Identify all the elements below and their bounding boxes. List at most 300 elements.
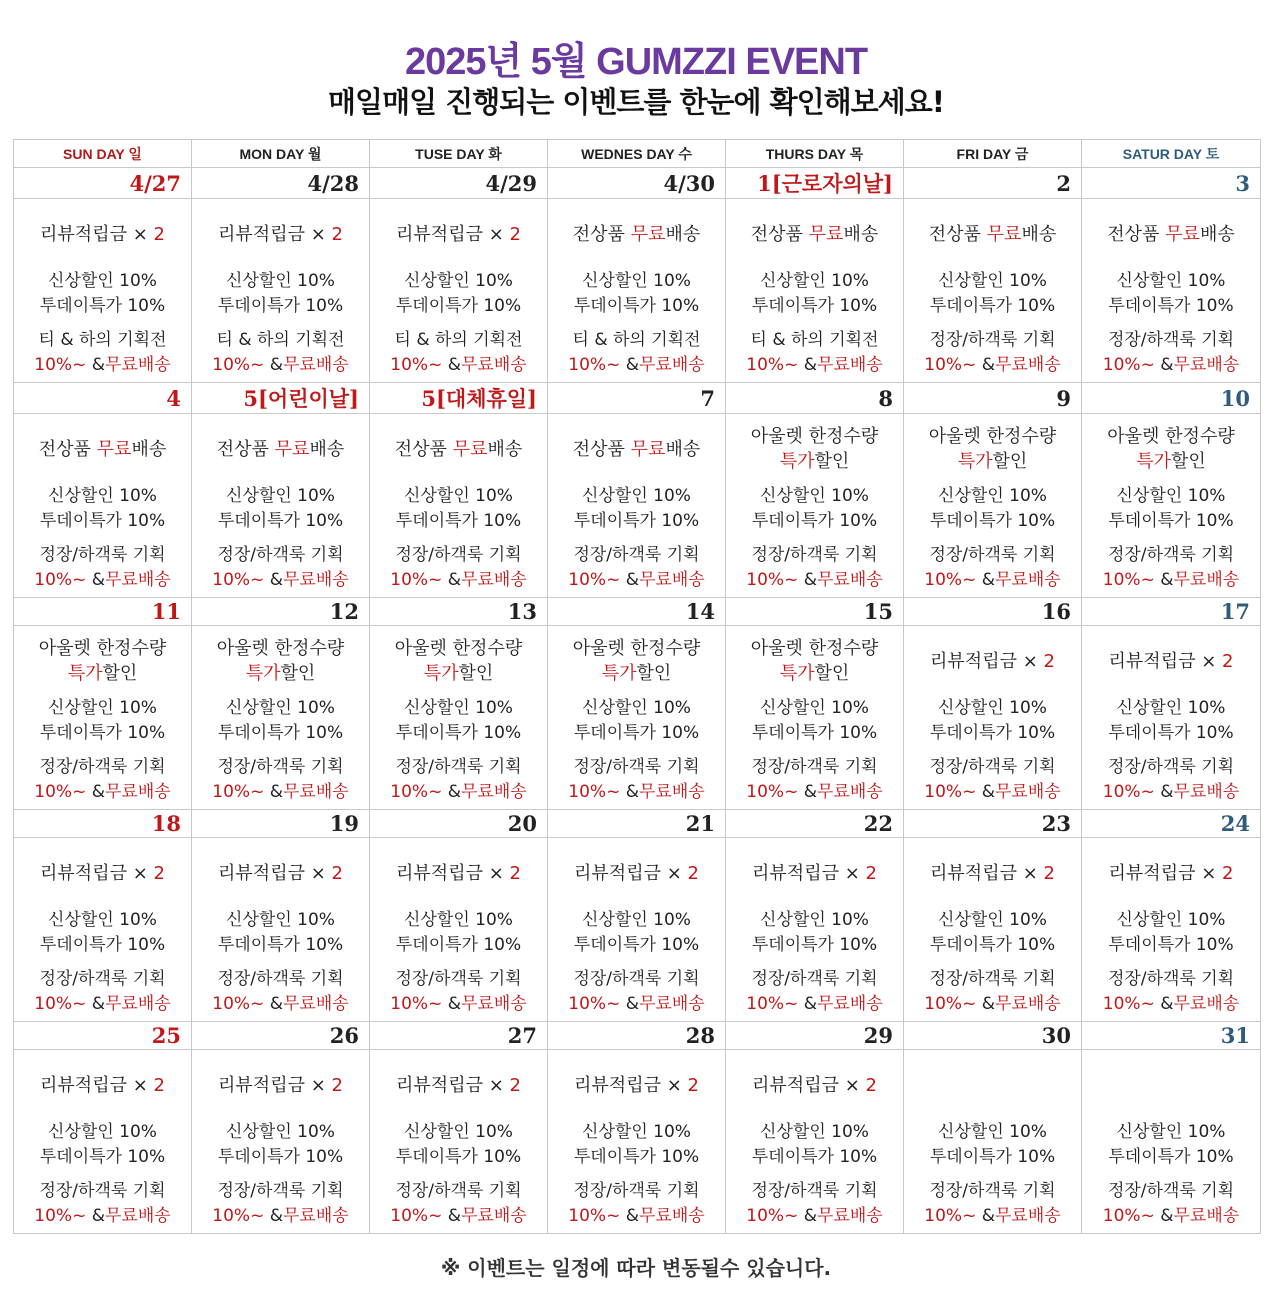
new-discount: 신상할인 10%	[48, 698, 157, 718]
promo-detail	[726, 353, 903, 378]
daily-event	[192, 838, 369, 908]
daily-event	[370, 838, 547, 908]
promo-title: 정장/하객룩 기획	[1107, 330, 1235, 350]
daily-event	[548, 199, 725, 269]
promo-free-shipping: 무료배송	[639, 570, 705, 590]
day-cell	[1082, 1050, 1261, 1234]
promo-title: 티 & 하의 기획전	[572, 330, 701, 350]
outlet-accent: 특가	[67, 663, 103, 684]
new-discount: 신상할인 10%	[582, 1122, 691, 1142]
spacer	[14, 319, 191, 328]
spacer	[548, 534, 725, 543]
spacer	[192, 958, 369, 967]
day-cell	[192, 1050, 370, 1234]
today-special: 투데이특가 10%	[39, 1147, 166, 1167]
outlet-accent: 특가	[957, 451, 993, 472]
promo-percent: 10%~	[212, 994, 265, 1014]
spacer	[726, 1170, 903, 1179]
date-label: 2	[904, 168, 1082, 199]
event-row	[14, 1050, 1261, 1234]
footer-note: ※ 이벤트는 일정에 따라 변동될수 있습니다.	[440, 1256, 832, 1280]
day-cell	[548, 626, 726, 810]
day-cell	[904, 199, 1082, 383]
event-line	[218, 1073, 343, 1098]
promo-detail	[548, 568, 725, 593]
day-cell	[904, 838, 1082, 1022]
promo-free-shipping: 무료배송	[283, 355, 349, 375]
free-ship-accent: 무료	[808, 223, 844, 245]
event-line	[752, 1073, 877, 1098]
promo-free-shipping: 무료배송	[1173, 570, 1240, 590]
promo-title: 정장/하객룩 기획	[751, 969, 878, 989]
promo-amp: &	[442, 1206, 461, 1226]
promo-detail	[904, 780, 1081, 805]
promo-free-shipping: 무료배송	[105, 355, 171, 375]
free-ship-before: 전상품	[394, 438, 453, 460]
today-special: 투데이특가 10%	[1108, 511, 1234, 531]
day-cell	[192, 626, 370, 810]
spacer	[370, 319, 547, 328]
today-special: 투데이특가 10%	[751, 296, 878, 316]
promo-amp: &	[798, 782, 817, 802]
daily-event	[726, 199, 903, 269]
new-discount: 신상할인 10%	[760, 1122, 869, 1142]
daily-event	[14, 414, 191, 484]
today-special: 투데이특가 10%	[751, 511, 878, 531]
promo-title: 정장/하객룩 기획	[217, 969, 344, 989]
promo-percent: 10%~	[568, 1206, 621, 1226]
free-ship-after: 배송	[843, 223, 879, 245]
event-line	[1109, 649, 1234, 674]
new-discount: 신상할인 10%	[1116, 910, 1226, 930]
free-ship-after: 배송	[309, 438, 345, 460]
spacer	[904, 1170, 1081, 1179]
spacer	[548, 319, 725, 328]
promo-percent: 10%~	[568, 355, 621, 375]
promo-amp: &	[442, 782, 461, 802]
spacer	[370, 746, 547, 755]
outlet-sale-line	[1136, 449, 1206, 474]
spacer	[548, 958, 725, 967]
promo-percent: 10%~	[34, 994, 87, 1014]
promo-free-shipping: 무료배송	[817, 355, 883, 375]
event-line	[1109, 861, 1234, 886]
spacer	[1082, 746, 1260, 755]
free-ship-before: 전상품	[928, 223, 987, 245]
promo-free-shipping: 무료배송	[105, 994, 171, 1014]
date-row	[14, 383, 1261, 414]
daily-event	[1082, 199, 1260, 269]
promo-detail	[370, 353, 547, 378]
promo-percent: 10%~	[390, 570, 443, 590]
day-cell	[370, 626, 548, 810]
daily-event	[548, 626, 725, 696]
today-special: 투데이특가 10%	[217, 511, 344, 531]
today-special: 투데이특가 10%	[751, 935, 878, 955]
outlet-sale-line	[780, 661, 850, 686]
new-discount: 신상할인 10%	[48, 271, 157, 291]
day-cell	[370, 199, 548, 383]
promo-amp: &	[442, 994, 461, 1014]
outlet-after: 할인	[992, 451, 1028, 472]
weekday-thu: THURS DAY 목	[726, 140, 904, 168]
promo-detail	[14, 353, 191, 378]
today-special: 투데이특가 10%	[1108, 723, 1234, 743]
day-cell	[548, 1050, 726, 1234]
promo-detail	[192, 780, 369, 805]
event-line	[396, 861, 521, 886]
event-line	[396, 1073, 521, 1098]
review-multiplier: 2	[865, 1074, 877, 1096]
promo-free-shipping: 무료배송	[995, 782, 1061, 802]
promo-percent: 10%~	[390, 782, 443, 802]
date-label: 4/30	[548, 168, 726, 199]
review-multiplier: 2	[1222, 862, 1234, 884]
promo-detail	[904, 992, 1081, 1017]
promo-detail	[726, 568, 903, 593]
today-special: 투데이특가 10%	[929, 723, 1056, 743]
promo-free-shipping: 무료배송	[817, 782, 883, 802]
promo-detail	[726, 780, 903, 805]
today-special: 투데이특가 10%	[573, 935, 700, 955]
spacer	[370, 1170, 547, 1179]
promo-free-shipping: 무료배송	[639, 355, 705, 375]
promo-title: 정장/하객룩 기획	[39, 545, 166, 565]
review-multiplier: 2	[153, 223, 165, 245]
review-text: 리뷰적립금 ×	[930, 862, 1038, 884]
date-label: 5[대체휴일]	[370, 383, 548, 414]
new-discount: 신상할인 10%	[760, 271, 869, 291]
promo-percent: 10%~	[212, 570, 265, 590]
promo-detail	[370, 992, 547, 1017]
promo-free-shipping: 무료배송	[817, 1206, 883, 1226]
new-discount: 신상할인 10%	[48, 486, 157, 506]
review-text: 리뷰적립금 ×	[218, 1074, 326, 1096]
date-label: 14	[548, 598, 726, 626]
daily-event	[192, 626, 369, 696]
new-discount: 신상할인 10%	[404, 486, 513, 506]
promo-free-shipping: 무료배송	[817, 994, 883, 1014]
review-multiplier: 2	[687, 1074, 699, 1096]
day-cell	[726, 414, 904, 598]
promo-percent: 10%~	[568, 782, 621, 802]
date-row	[14, 1022, 1261, 1050]
promo-percent: 10%~	[1102, 570, 1155, 590]
promo-title: 정장/하객룩 기획	[39, 969, 166, 989]
new-discount: 신상할인 10%	[760, 698, 869, 718]
new-discount: 신상할인 10%	[226, 271, 335, 291]
today-special: 투데이특가 10%	[39, 511, 166, 531]
day-cell	[370, 414, 548, 598]
promo-amp: &	[976, 570, 995, 590]
promo-percent: 10%~	[34, 1206, 87, 1226]
promo-free-shipping: 무료배송	[817, 570, 883, 590]
promo-title: 정장/하객룩 기획	[1107, 545, 1235, 565]
calendar-body	[14, 168, 1261, 1234]
spacer	[370, 534, 547, 543]
review-text: 리뷰적립금 ×	[752, 862, 860, 884]
promo-title: 정장/하객룩 기획	[395, 545, 522, 565]
promo-percent: 10%~	[568, 570, 621, 590]
daily-event	[548, 414, 725, 484]
promo-detail	[370, 780, 547, 805]
promo-percent: 10%~	[1102, 782, 1155, 802]
date-row	[14, 598, 1261, 626]
event-line	[40, 1073, 165, 1098]
new-discount: 신상할인 10%	[404, 698, 513, 718]
review-multiplier: 2	[509, 862, 521, 884]
spacer	[548, 1170, 725, 1179]
outlet-sale-line	[958, 449, 1028, 474]
review-multiplier: 2	[865, 862, 877, 884]
outlet-sale-line	[68, 661, 138, 686]
new-discount: 신상할인 10%	[938, 910, 1047, 930]
promo-detail	[904, 353, 1081, 378]
promo-title: 정장/하객룩 기획	[39, 757, 166, 777]
today-special: 투데이특가 10%	[395, 935, 522, 955]
date-label: 23	[904, 810, 1082, 838]
date-row	[14, 168, 1261, 199]
promo-title: 정장/하객룩 기획	[929, 330, 1056, 350]
promo-percent: 10%~	[1102, 994, 1155, 1014]
new-discount: 신상할인 10%	[1116, 486, 1226, 506]
new-discount: 신상할인 10%	[404, 910, 513, 930]
promo-amp: &	[620, 782, 639, 802]
new-discount: 신상할인 10%	[938, 1122, 1047, 1142]
promo-amp: &	[1154, 1206, 1174, 1226]
promo-amp: &	[798, 355, 817, 375]
promo-title: 정장/하객룩 기획	[573, 969, 700, 989]
promo-detail	[192, 353, 369, 378]
promo-free-shipping: 무료배송	[105, 782, 171, 802]
day-cell	[192, 414, 370, 598]
free-ship-after: 배송	[665, 438, 701, 460]
review-text: 리뷰적립금 ×	[396, 862, 504, 884]
promo-percent: 10%~	[924, 1206, 977, 1226]
outlet-sale-line	[602, 661, 672, 686]
daily-event	[904, 414, 1081, 484]
today-special: 투데이특가 10%	[929, 935, 1056, 955]
day-cell	[726, 199, 904, 383]
free-ship-before: 전상품	[750, 223, 809, 245]
new-discount: 신상할인 10%	[404, 1122, 513, 1142]
today-special: 투데이특가 10%	[217, 935, 344, 955]
new-discount: 신상할인 10%	[582, 910, 691, 930]
review-text: 리뷰적립금 ×	[574, 1074, 682, 1096]
promo-amp: &	[86, 570, 105, 590]
promo-title: 정장/하객룩 기획	[751, 1181, 878, 1201]
date-label: 4	[14, 383, 192, 414]
day-cell	[14, 626, 192, 810]
daily-event	[548, 1050, 725, 1120]
spacer	[726, 319, 903, 328]
new-discount: 신상할인 10%	[938, 271, 1047, 291]
promo-title: 정장/하객룩 기획	[395, 969, 522, 989]
outlet-accent: 특가	[779, 451, 815, 472]
event-line	[930, 861, 1055, 886]
event-line	[39, 437, 166, 462]
promo-amp: &	[976, 782, 995, 802]
promo-title: 정장/하객룩 기획	[929, 757, 1056, 777]
promo-detail	[726, 992, 903, 1017]
outlet-line: 아울렛 한정수량	[572, 638, 701, 659]
free-ship-after: 배송	[487, 438, 523, 460]
day-cell	[14, 838, 192, 1022]
date-label: 7	[548, 383, 726, 414]
day-cell	[14, 1050, 192, 1234]
promo-amp: &	[1154, 570, 1174, 590]
weekday-header-row	[14, 140, 1261, 168]
daily-event	[904, 626, 1081, 696]
new-discount: 신상할인 10%	[760, 486, 869, 506]
page-title: 2025년 5월 GUMZZI EVENT	[404, 41, 868, 83]
promo-title: 정장/하객룩 기획	[395, 1181, 522, 1201]
promo-title: 정장/하객룩 기획	[39, 1181, 166, 1201]
daily-event	[904, 1050, 1081, 1120]
daily-event	[726, 838, 903, 908]
promo-detail	[726, 1204, 903, 1229]
free-ship-accent: 무료	[630, 438, 666, 460]
today-special: 투데이특가 10%	[573, 723, 700, 743]
new-discount: 신상할인 10%	[938, 486, 1047, 506]
promo-title: 정장/하객룩 기획	[1107, 757, 1235, 777]
event-line	[573, 437, 700, 462]
promo-amp: &	[1154, 355, 1174, 375]
today-special: 투데이특가 10%	[573, 296, 700, 316]
spacer	[548, 746, 725, 755]
event-line	[395, 437, 522, 462]
promo-amp: &	[976, 1206, 995, 1226]
promo-percent: 10%~	[924, 355, 977, 375]
free-ship-after: 배송	[1199, 223, 1235, 245]
review-text: 리뷰적립금 ×	[396, 1074, 504, 1096]
new-discount: 신상할인 10%	[48, 1122, 157, 1142]
daily-event	[726, 414, 903, 484]
new-discount: 신상할인 10%	[582, 486, 691, 506]
promo-amp: &	[86, 1206, 105, 1226]
outlet-accent: 특가	[779, 663, 815, 684]
spacer	[1082, 958, 1260, 967]
date-label: 12	[192, 598, 370, 626]
review-multiplier: 2	[509, 1074, 521, 1096]
review-multiplier: 2	[509, 223, 521, 245]
spacer	[726, 958, 903, 967]
daily-event	[14, 626, 191, 696]
promo-free-shipping: 무료배송	[283, 570, 349, 590]
outlet-after: 할인	[1171, 451, 1206, 472]
promo-amp: &	[620, 355, 639, 375]
review-text: 리뷰적립금 ×	[40, 223, 148, 245]
review-multiplier: 2	[1222, 650, 1234, 672]
date-label: 25	[14, 1022, 192, 1050]
promo-title: 정장/하객룩 기획	[217, 1181, 344, 1201]
promo-title: 정장/하객룩 기획	[573, 1181, 700, 1201]
day-cell	[1082, 199, 1261, 383]
free-ship-after: 배송	[1021, 223, 1057, 245]
new-discount: 신상할인 10%	[226, 486, 335, 506]
promo-amp: &	[1154, 994, 1174, 1014]
promo-percent: 10%~	[34, 355, 87, 375]
spacer	[192, 1170, 369, 1179]
new-discount: 신상할인 10%	[48, 910, 157, 930]
new-discount: 신상할인 10%	[226, 1122, 335, 1142]
outlet-accent: 특가	[601, 663, 637, 684]
promo-title: 정장/하객룩 기획	[395, 757, 522, 777]
promo-detail	[192, 568, 369, 593]
date-label: 4/27	[14, 168, 192, 199]
date-label: 10	[1082, 383, 1261, 414]
daily-event	[14, 199, 191, 269]
promo-amp: &	[264, 355, 283, 375]
review-multiplier: 2	[153, 1074, 165, 1096]
promo-detail	[548, 1204, 725, 1229]
review-multiplier: 2	[1043, 650, 1055, 672]
review-text: 리뷰적립금 ×	[930, 650, 1038, 672]
spacer	[370, 958, 547, 967]
review-text: 리뷰적립금 ×	[752, 1074, 860, 1096]
promo-amp: &	[86, 355, 105, 375]
day-cell	[1082, 838, 1261, 1022]
today-special: 투데이특가 10%	[217, 723, 344, 743]
spacer	[14, 1170, 191, 1179]
date-label: 8	[726, 383, 904, 414]
daily-event	[370, 1050, 547, 1120]
daily-event	[1082, 838, 1260, 908]
promo-detail	[370, 1204, 547, 1229]
review-multiplier: 2	[331, 862, 343, 884]
spacer	[726, 746, 903, 755]
review-multiplier: 2	[331, 1074, 343, 1096]
promo-title: 티 & 하의 기획전	[216, 330, 345, 350]
day-cell	[370, 1050, 548, 1234]
review-text: 리뷰적립금 ×	[574, 862, 682, 884]
spacer	[904, 319, 1081, 328]
promo-free-shipping: 무료배송	[105, 570, 171, 590]
outlet-line: 아울렛 한정수량	[750, 426, 879, 447]
day-cell	[548, 414, 726, 598]
daily-event	[14, 838, 191, 908]
review-text: 리뷰적립금 ×	[218, 862, 326, 884]
event-row	[14, 838, 1261, 1022]
event-line	[218, 861, 343, 886]
review-text: 리뷰적립금 ×	[218, 223, 326, 245]
new-discount: 신상할인 10%	[1116, 1122, 1226, 1142]
promo-amp: &	[264, 570, 283, 590]
promo-amp: &	[976, 994, 995, 1014]
outlet-sale-line	[780, 449, 850, 474]
date-label: 24	[1082, 810, 1261, 838]
outlet-accent: 특가	[1136, 451, 1171, 472]
promo-amp: &	[86, 782, 105, 802]
promo-percent: 10%~	[924, 570, 977, 590]
daily-event	[370, 626, 547, 696]
today-special: 투데이특가 10%	[1108, 935, 1234, 955]
promo-title: 정장/하객룩 기획	[217, 545, 344, 565]
free-ship-before: 전상품	[572, 438, 631, 460]
today-special: 투데이특가 10%	[929, 1147, 1056, 1167]
date-label: 3	[1082, 168, 1261, 199]
promo-detail	[904, 568, 1081, 593]
day-cell	[904, 626, 1082, 810]
date-label: 9	[904, 383, 1082, 414]
outlet-line: 아울렛 한정수량	[928, 426, 1057, 447]
free-ship-before: 전상품	[38, 438, 97, 460]
date-label: 11	[14, 598, 192, 626]
promo-detail	[14, 780, 191, 805]
promo-detail	[1082, 780, 1260, 805]
outlet-accent: 특가	[423, 663, 459, 684]
promo-percent: 10%~	[390, 355, 443, 375]
